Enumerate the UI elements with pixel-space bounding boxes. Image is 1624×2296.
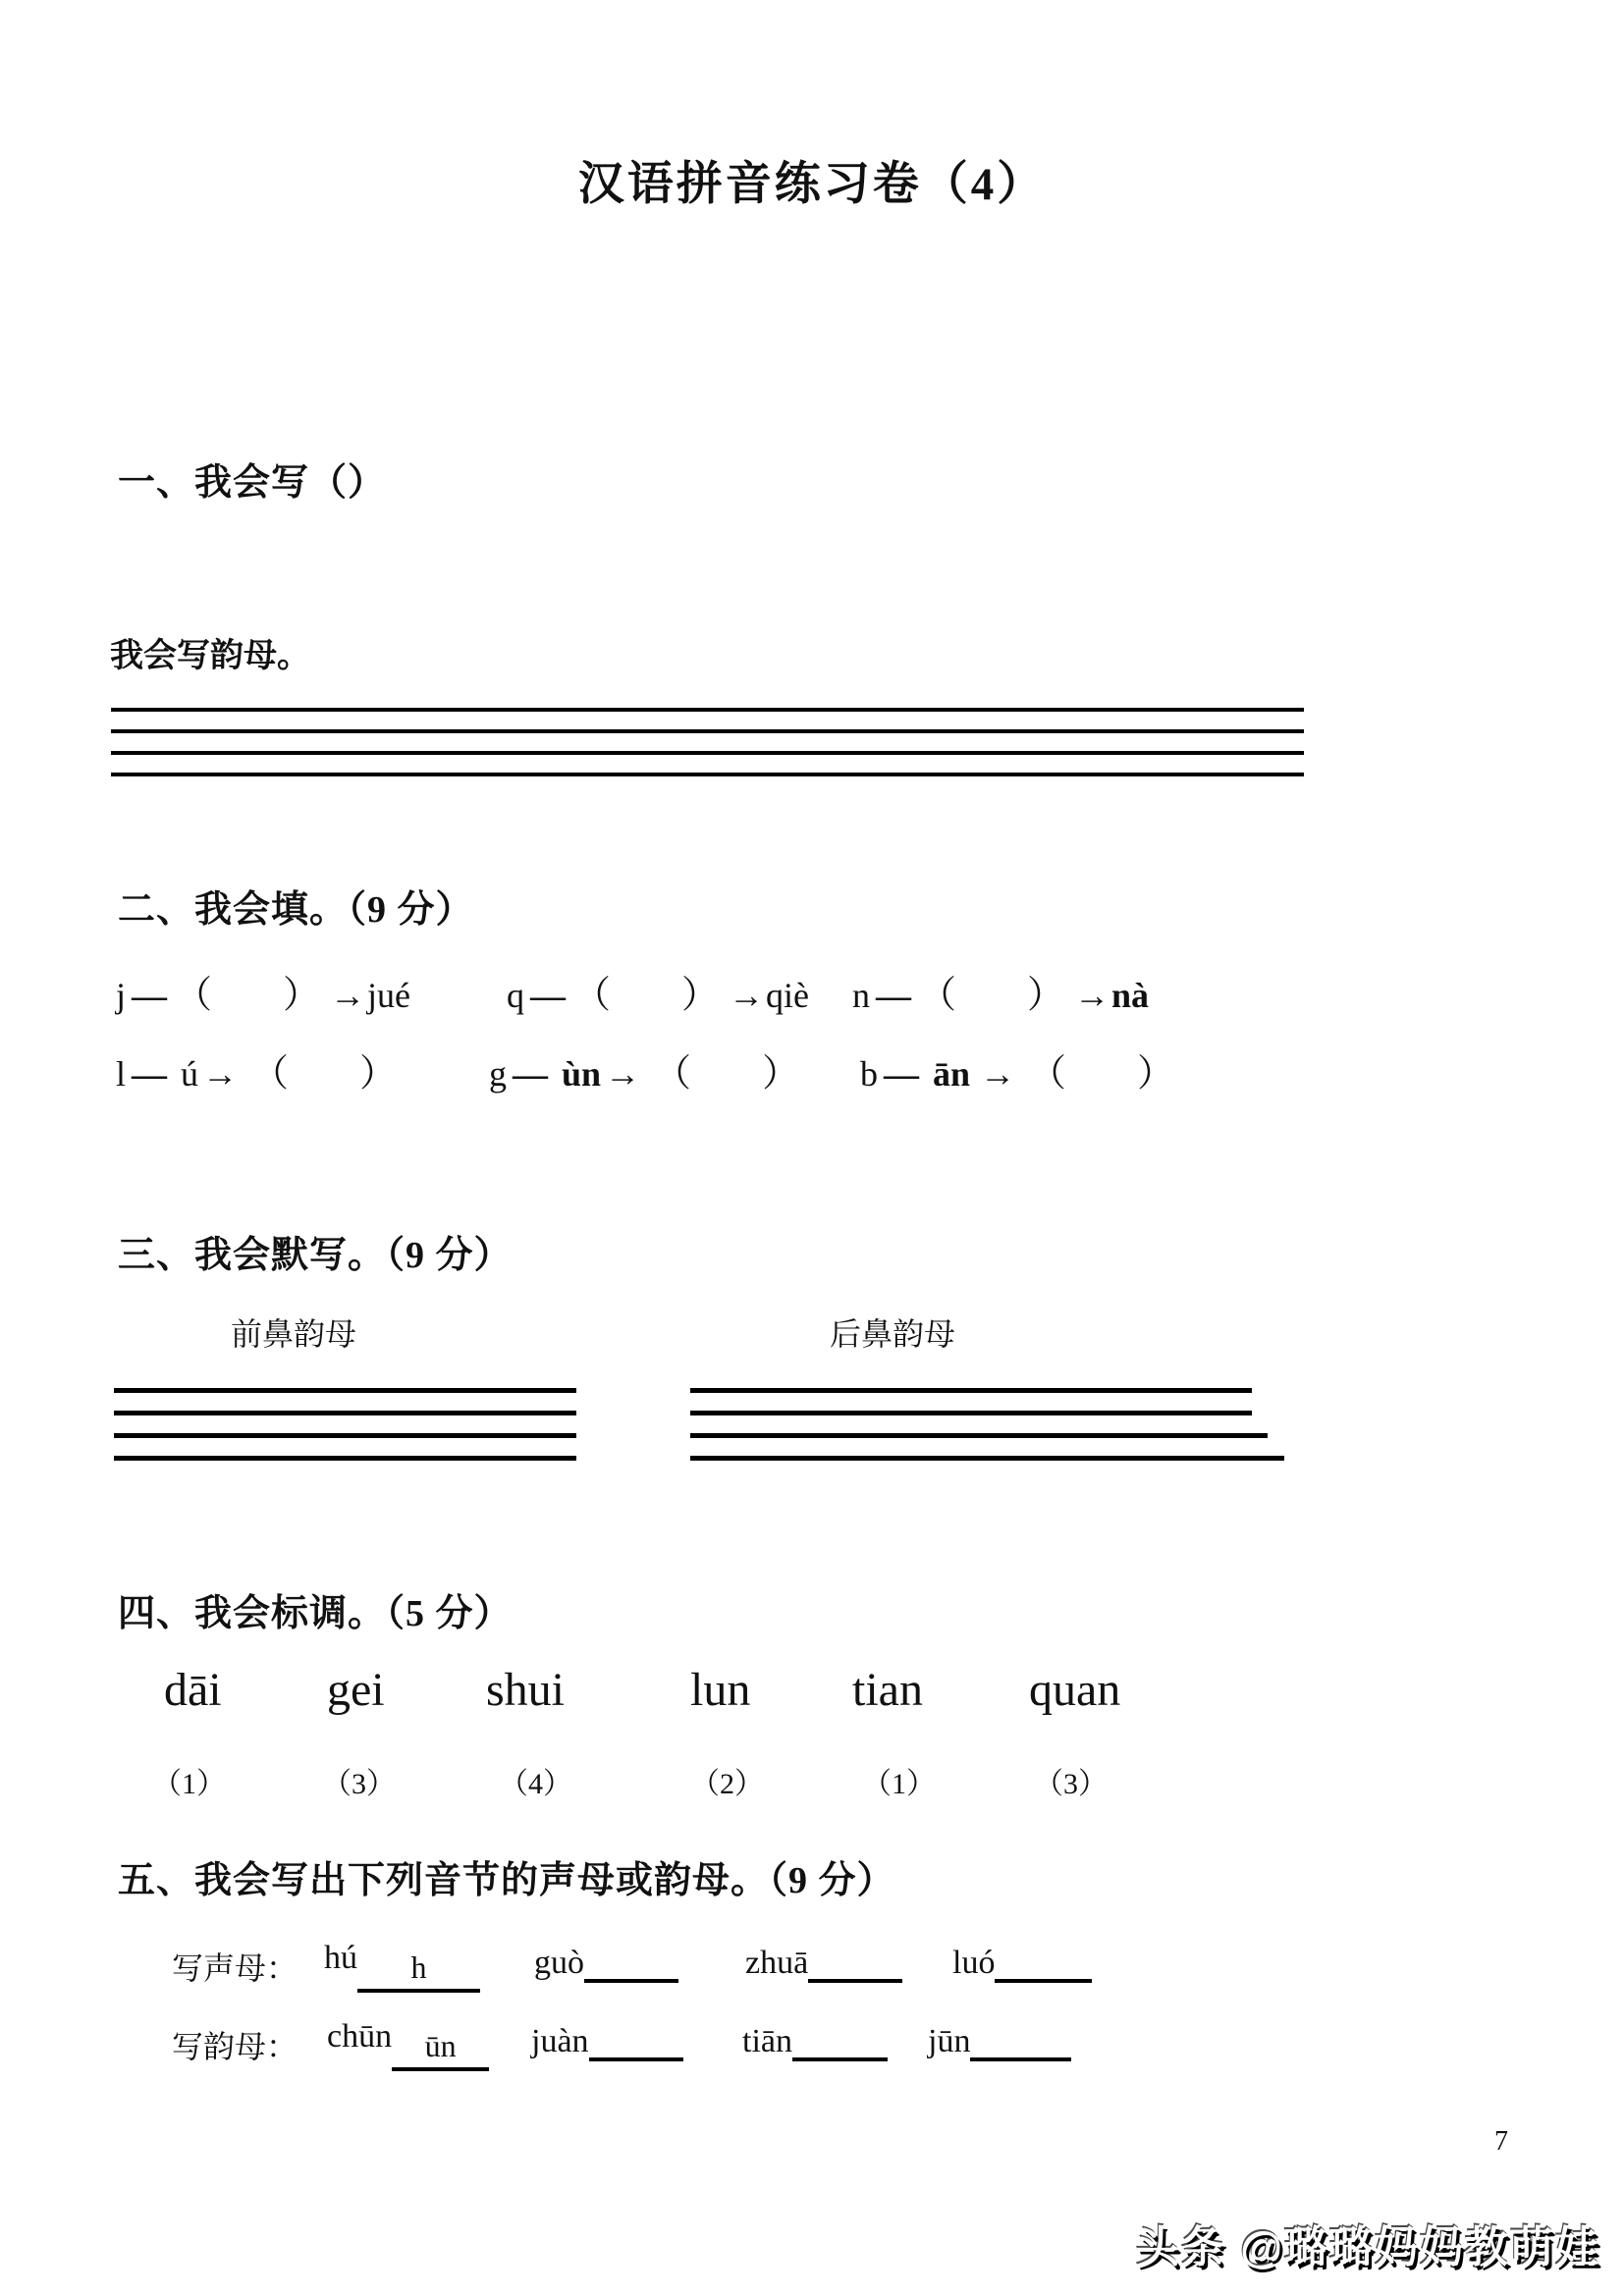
result-syllable: nà <box>1111 976 1150 1015</box>
pinyin-item <box>928 2018 1071 2061</box>
blank-underline <box>792 2018 888 2061</box>
tone-count: （3） <box>1034 1768 1108 1800</box>
syllable: chūn <box>327 2018 393 2055</box>
syllable: tian <box>852 1664 923 1716</box>
write-finals-label: 写韵母： <box>172 2029 298 2064</box>
watermark: 头条 @璐璐妈妈教萌娃 <box>1135 2223 1600 2271</box>
tone-count: （4） <box>499 1768 572 1800</box>
write-initials-label: 写声母： <box>172 1950 298 1986</box>
section-4-heading: 四、我会标调。（5 分） <box>118 1593 513 1634</box>
given-initial: n <box>852 976 870 1015</box>
syllable: tiān <box>742 2023 792 2059</box>
close-paren: ） <box>359 1053 398 1095</box>
given-initial: l <box>116 1054 127 1094</box>
open-paren: （ <box>919 975 957 1016</box>
tone-count: （1） <box>862 1768 936 1800</box>
blank-underline <box>584 1940 678 1983</box>
syllable: quan <box>1029 1664 1121 1716</box>
tone-count: （2） <box>690 1768 764 1800</box>
equation <box>489 1042 799 1096</box>
answer-line <box>114 1433 576 1438</box>
answer-line <box>114 1411 576 1415</box>
page-title: 汉语拼音练习卷（4） <box>577 159 1047 210</box>
four-line-writing-grid <box>111 708 1304 776</box>
open-paren: （ <box>251 1053 290 1095</box>
pinyin-item <box>952 1940 1092 1983</box>
given-initial: b <box>860 1054 878 1094</box>
open-paren: （ <box>1029 1053 1067 1095</box>
result-syllable: jué <box>367 976 411 1015</box>
close-paren: ） <box>1137 1053 1175 1095</box>
front-nasal-label: 前鼻韵母 <box>231 1316 357 1352</box>
syllable: guò <box>534 1945 584 1981</box>
tone-count: （3） <box>322 1768 396 1800</box>
answer-line <box>114 1456 576 1461</box>
given-final: ān <box>933 1054 971 1094</box>
given-final: ùn <box>562 1054 602 1094</box>
arrow-right: → <box>330 976 366 1015</box>
blank-underline <box>589 2018 683 2061</box>
close-paren: ） <box>762 1053 800 1095</box>
tone-count: （1） <box>152 1768 226 1800</box>
blank-underline: ūn <box>392 2028 489 2071</box>
pinyin-item <box>327 2018 489 2071</box>
open-paren: （ <box>654 1053 692 1095</box>
close-paren: ） <box>1027 975 1065 1016</box>
given-initial: j <box>116 976 127 1015</box>
plus-dash: — <box>876 976 911 1015</box>
answer-line <box>690 1433 1268 1438</box>
syllable: juàn <box>531 2023 589 2059</box>
given-initial: g <box>489 1054 507 1094</box>
answer-line <box>114 1388 576 1393</box>
close-paren: ） <box>681 975 720 1016</box>
close-paren: ） <box>283 975 321 1016</box>
open-paren: （ <box>573 975 612 1016</box>
section-3-heading: 三、我会默写。（9 分） <box>118 1235 513 1276</box>
pinyin-item <box>742 2018 888 2061</box>
equation <box>507 964 809 1018</box>
syllable: hú <box>324 1940 357 1976</box>
pinyin-item <box>531 2018 683 2061</box>
given-initial: q <box>507 976 524 1015</box>
grid-line <box>111 708 1304 712</box>
arrow-right: → <box>202 1054 239 1094</box>
given-final: ú <box>181 1054 199 1094</box>
section-5-heading: 五、我会写出下列音节的声母或韵母。（9 分） <box>118 1860 895 1901</box>
syllable: shui <box>486 1664 566 1716</box>
grid-line <box>111 729 1304 733</box>
syllable: gei <box>327 1664 385 1716</box>
page-number: 7 <box>1494 2126 1508 2157</box>
syllable: luó <box>952 1945 996 1981</box>
plus-dash: — <box>132 1054 168 1094</box>
blank-underline: h <box>357 1949 480 1993</box>
equation <box>116 964 410 1018</box>
syllable: lun <box>690 1664 751 1716</box>
plus-dash: — <box>132 976 168 1015</box>
arrow-right: → <box>980 1054 1016 1094</box>
plus-dash: — <box>513 1054 548 1094</box>
arrow-right: → <box>1074 976 1110 1015</box>
equation <box>860 1042 1174 1096</box>
grid-line <box>111 751 1304 755</box>
grid-line <box>111 773 1304 776</box>
blank-underline <box>970 2018 1071 2061</box>
section-2-heading: 二、我会填。（9 分） <box>118 889 474 931</box>
syllable: zhuā <box>745 1945 809 1981</box>
section-1-heading: 一、我会写（） <box>118 462 387 504</box>
plus-dash: — <box>884 1054 919 1094</box>
pinyin-item <box>534 1940 678 1983</box>
blank-underline <box>995 1940 1092 1983</box>
answer-line <box>690 1388 1252 1393</box>
back-nasal-label: 后鼻韵母 <box>830 1316 956 1352</box>
arrow-right: → <box>605 1054 641 1094</box>
equation <box>852 964 1149 1018</box>
answer-lines-right <box>690 1388 1284 1461</box>
syllable: dāi <box>164 1664 222 1716</box>
plus-dash: — <box>530 976 566 1015</box>
section-1-subheading: 我会写韵母。 <box>110 638 310 674</box>
answer-lines-left <box>114 1388 576 1461</box>
answer-line <box>690 1411 1252 1415</box>
pinyin-item <box>324 1940 480 1993</box>
arrow-right: → <box>729 976 765 1015</box>
equation <box>116 1042 397 1096</box>
syllable: jūn <box>928 2023 971 2059</box>
result-syllable: qiè <box>766 976 810 1015</box>
pinyin-item <box>745 1940 902 1983</box>
open-paren: （ <box>175 975 213 1016</box>
blank-underline <box>808 1940 902 1983</box>
answer-line <box>690 1456 1284 1461</box>
